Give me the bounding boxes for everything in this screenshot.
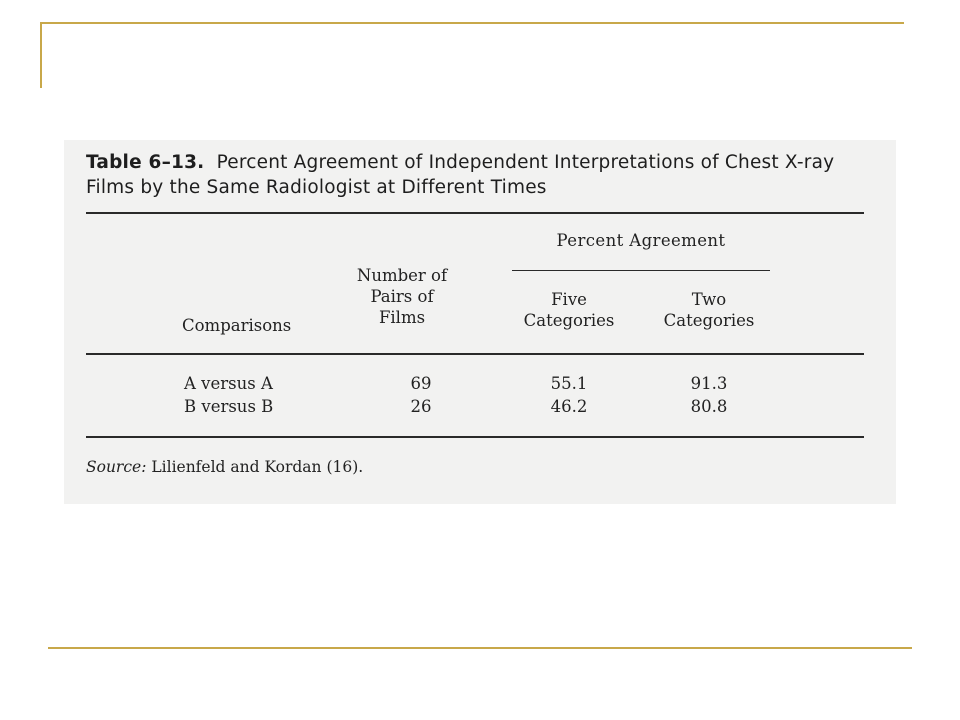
source-label: Source: [86,458,147,476]
left-accent-line [40,22,42,88]
source-note [86,458,363,476]
header-rule [86,353,864,355]
bottom-accent-line [48,647,912,649]
header-number-line-3: Films [378,308,426,327]
header-two-line-1: Two [691,290,727,309]
table-row-1-pairs: 69 [410,374,432,393]
bottom-rule [86,436,864,438]
header-number-of-pairs [326,265,478,328]
table-row-1-two: 91.3 [690,374,728,393]
table-row-1-five: 55.1 [550,374,588,393]
header-two-line-2: Categories [663,311,755,330]
table-label: Table 6–13. [86,152,205,173]
header-comparisons: Comparisons [182,316,292,335]
scanned-table-image [64,140,896,504]
header-five-line-1: Five [551,290,587,309]
header-percent-agreement: Percent Agreement [556,231,726,250]
header-two-categories [644,289,774,331]
table-row-2-five: 46.2 [550,397,588,416]
percent-agreement-underline [512,270,770,271]
table-row-1-comparison: A versus A [184,374,273,393]
header-five-line-2: Categories [523,311,615,330]
table-row-2-two: 80.8 [690,397,728,416]
table-row-2-comparison: B versus B [184,397,274,416]
table-title: Percent Agreement of Independent Interpretations of Chest X-ray Films by the Same Radiologist at Different Times [86,152,835,198]
header-number-line-1: Number of [356,266,448,285]
header-number-line-2: Pairs of [370,287,434,306]
table-caption [86,150,876,200]
top-accent-line [40,22,904,24]
source-text: Lilienfeld and Kordan (16). [151,458,364,476]
top-rule [86,212,864,214]
table-row-2-pairs: 26 [410,397,432,416]
header-five-categories [504,289,634,331]
